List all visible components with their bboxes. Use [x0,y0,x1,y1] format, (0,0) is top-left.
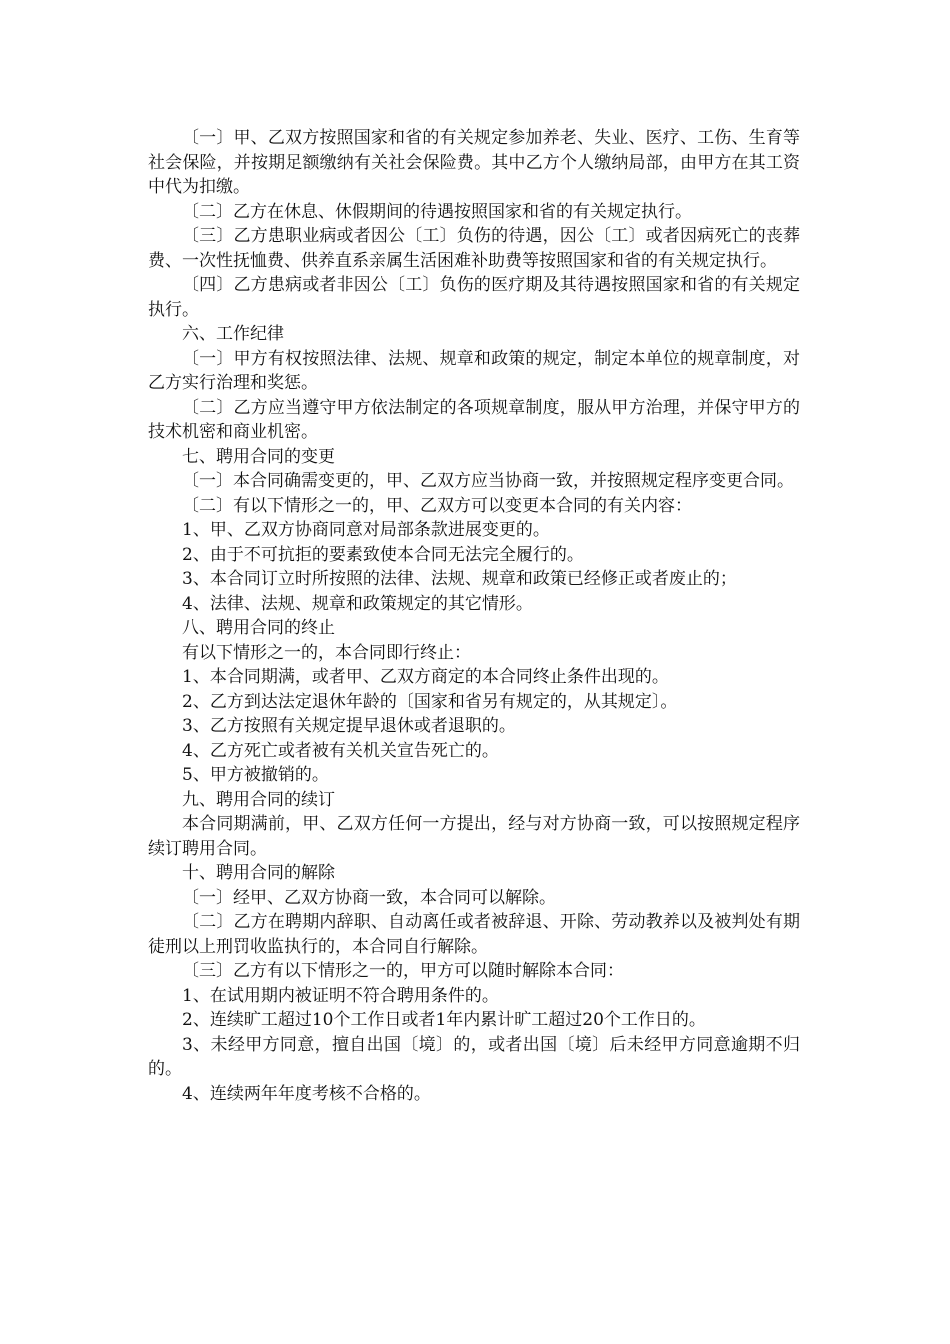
paragraph-non-work-injury: 〔四〕乙方患病或者非因公〔工〕负伤的医疗期及其待遇按照国家和省的有关规定执行。 [148,275,800,320]
list-item: 3、乙方按照有关规定提早退休或者退职的。 [182,716,516,736]
list-item: 5、甲方被撤销的。 [182,765,329,785]
paragraph-discipline-rules: 〔一〕甲方有权按照法律、法规、规章和政策的规定，制定本单位的规章制度，对乙方实行治理和奖惩。 [148,348,800,393]
paragraph-renewal: 本合同期满前，甲、乙双方任何一方提出，经与对方协商一致，可以按照规定程序续订聘用合同。 [148,814,800,859]
paragraph-leave-treatment: 〔二〕乙方在休息、休假期间的待遇按照国家和省的有关规定执行。 [182,201,692,222]
document-body [148,126,800,1106]
paragraph-occupational-injury: 〔三〕乙方患职业病或者因公〔工〕负伤的待遇，因公〔工〕或者因病死亡的丧葬费、一次性抚恤费、供养直系亲属生活困难补助费等按照国家和省的有关规定执行。 [148,226,800,271]
paragraph-discipline-compliance: 〔二〕乙方应当遵守甲方依法制定的各项规章制度，服从甲方治理，并保守甲方的技术机密和商业机密。 [148,397,800,442]
section-heading-contract-termination: 八、聘用合同的终止 [182,618,335,638]
paragraph-change-consensus: 〔一〕本合同确需变更的，甲、乙双方应当协商一致，并按照规定程序变更合同。 [182,471,794,491]
paragraph-dissolution-consensus: 〔一〕经甲、乙双方协商一致，本合同可以解除。 [182,887,556,908]
list-item: 2、乙方到达法定退休年龄的〔国家和省另有规定的，从其规定〕。 [182,691,678,712]
section-heading-contract-change: 七、聘用合同的变更 [182,446,335,467]
list-item: 4、连续两年年度考核不合格的。 [182,1083,431,1104]
paragraph-dissolution-automatic: 〔二〕乙方在聘期内辞职、自动离任或者被辞退、开除、劳动教养以及被判处有期徒刑以上刑罚收监执行的，本合同自行解除。 [148,912,800,957]
list-item: 1、在试用期内被证明不符合聘用条件的。 [182,985,499,1006]
section-heading-contract-dissolution: 十、聘用合同的解除 [182,863,335,883]
list-item: 1、本合同期满，或者甲、乙双方商定的本合同终止条件出现的。 [182,667,669,687]
list-item: 2、由于不可抗拒的要素致使本合同无法完全履行的。 [182,544,584,565]
list-item: 1、甲、乙双方协商同意对局部条款进展变更的。 [182,520,550,540]
list-item: 4、乙方死亡或者被有关机关宣告死亡的。 [182,740,499,761]
list-item: 2、连续旷工超过10个工作日或者1年内累计旷工超过20个工作日的。 [182,1010,706,1030]
paragraph-termination-conditions: 有以下情形之一的，本合同即行终止： [182,642,471,663]
paragraph-change-conditions: 〔二〕有以下情形之一的，甲、乙双方可以变更本合同的有关内容： [182,495,692,516]
list-item: 4、法律、法规、规章和政策规定的其它情形。 [182,593,533,614]
paragraph-dissolution-by-employer: 〔三〕乙方有以下情形之一的，甲方可以随时解除本合同： [182,961,624,981]
paragraph-social-insurance: 〔一〕甲、乙双方按照国家和省的有关规定参加养老、失业、医疗、工伤、生育等社会保险，并按期足额缴纳有关社会保险费。其中乙方个人缴纳局部，由甲方在其工资中代为扣缴。 [148,128,800,197]
list-item: 3、本合同订立时所按照的法律、法规、规章和政策已经修正或者废止的； [182,569,737,589]
section-heading-contract-renewal: 九、聘用合同的续订 [182,789,335,810]
list-item: 3、未经甲方同意，擅自出国〔境〕的，或者出国〔境〕后未经甲方同意逾期不归的。 [148,1034,800,1079]
section-heading-work-discipline: 六、工作纪律 [182,324,284,344]
